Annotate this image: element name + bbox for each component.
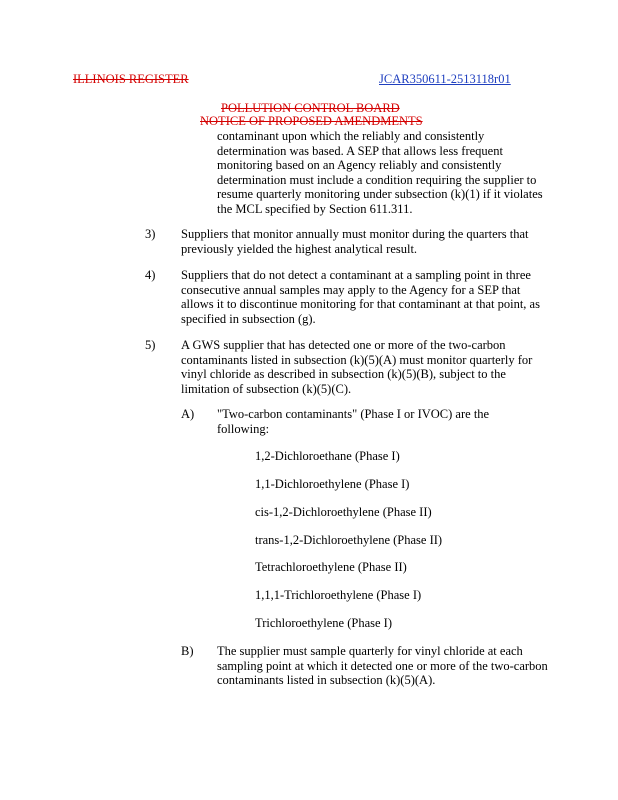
compound-item: 1,2-Dichloroethane (Phase I) <box>255 449 400 463</box>
compound-item: 1,1-Dichloroethylene (Phase I) <box>255 477 410 491</box>
text-line: monitoring based on an Agency reliably and consistently <box>217 158 502 173</box>
text-line: "Two-carbon contaminants" (Phase I or IVOC) are the <box>217 407 490 421</box>
item-number: 3) <box>145 227 156 241</box>
text-line: Suppliers that monitor annually must monitor during the quarters that <box>181 227 529 241</box>
agency-title: POLLUTION CONTROL BOARD <box>221 101 400 115</box>
text-line: allows it to discontinue monitoring for that contaminant at that point, as <box>181 297 540 312</box>
compound-item: trans-1,2-Dichloroethylene (Phase II) <box>255 533 443 547</box>
text-line: contaminants listed in subsection (k)(5)(A). <box>217 673 436 688</box>
document-id: JCAR350611-2513118r01 <box>379 72 511 86</box>
compound-item: cis-1,2-Dichloroethylene (Phase II) <box>255 505 432 519</box>
compound-item: 1,1,1-Trichloroethylene (Phase I) <box>255 588 422 602</box>
item-5-text <box>181 338 532 396</box>
text-line: sampling point at which it detected one or more of the two-carbon <box>217 658 548 673</box>
text-line: vinyl chloride as described in subsection (k)(5)(B), subject to the <box>181 367 506 382</box>
text-line: specified in subsection (g). <box>181 311 316 326</box>
text-line: The supplier must sample quarterly for vinyl chloride at each <box>217 644 523 658</box>
compound-item: Trichloroethylene (Phase I) <box>255 616 393 630</box>
subitem-label: B) <box>181 644 194 658</box>
item-number: 5) <box>145 338 156 352</box>
register-name: ILLINOIS REGISTER <box>73 72 189 86</box>
text-line: following: <box>217 421 270 436</box>
compound-item: Tetrachloroethylene (Phase II) <box>255 560 407 574</box>
text-line: A GWS supplier that has detected one or more of the two-carbon <box>181 338 506 352</box>
subitem-b-text <box>217 644 548 688</box>
item-4-text <box>181 268 540 326</box>
subitem-label: A) <box>181 407 195 421</box>
text-line: contaminant upon which the reliably and consistently <box>217 129 485 143</box>
text-line: previously yielded the highest analytical result. <box>181 241 418 256</box>
continuation-paragraph <box>217 129 543 217</box>
text-line: determination was based. A SEP that allows less frequent <box>217 143 503 158</box>
text-line: the MCL specified by Section 611.311. <box>217 201 413 216</box>
notice-title: NOTICE OF PROPOSED AMENDMENTS <box>200 114 423 128</box>
item-3-text <box>181 227 529 256</box>
text-line: resume quarterly monitoring under subsection (k)(1) if it violates <box>217 187 543 202</box>
subitem-a-text <box>217 407 489 436</box>
text-line: limitation of subsection (k)(5)(C). <box>181 381 352 396</box>
text-line: Suppliers that do not detect a contaminant at a sampling point in three <box>181 268 531 282</box>
item-number: 4) <box>145 268 156 282</box>
text-line: consecutive annual samples may apply to the Agency for a SEP that <box>181 282 521 297</box>
text-line: determination must include a condition requiring the supplier to <box>217 172 537 187</box>
text-line: contaminants listed in subsection (k)(5)(A) must monitor quarterly for <box>181 352 533 367</box>
